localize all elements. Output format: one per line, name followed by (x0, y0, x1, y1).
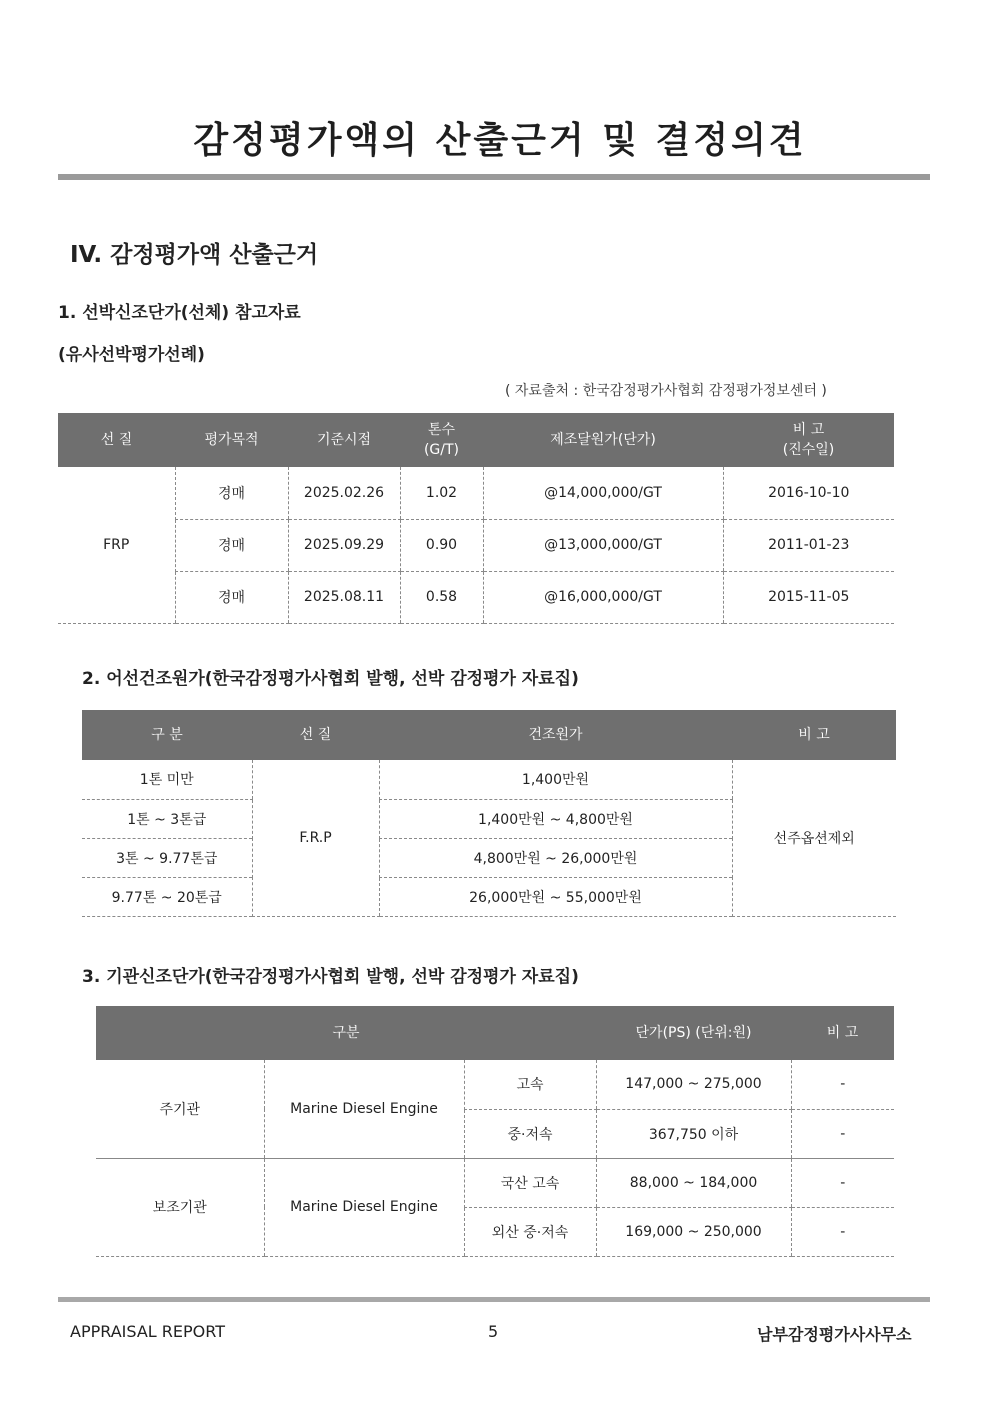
speed-cell: 중·저속 (464, 1109, 596, 1158)
col-header-note: 비 고 (732, 710, 896, 760)
launch-date-cell: 2016-10-10 (723, 467, 894, 519)
material-cell: F.R.P (252, 760, 379, 916)
col-header-cost: 제조달원가(단가) (483, 413, 723, 467)
build-cost-cell: 4,800만원 ~ 26,000만원 (379, 838, 732, 877)
footer-divider (58, 1297, 930, 1302)
note-cell: 선주옵션제외 (732, 760, 896, 916)
col-header-purpose: 평가목적 (175, 413, 288, 467)
note-cell: - (791, 1060, 894, 1109)
table-header-row (96, 1006, 894, 1060)
table-row (58, 571, 894, 623)
price-cell: 88,000 ~ 184,000 (596, 1158, 791, 1207)
cost-cell: @14,000,000/GT (483, 467, 723, 519)
material-cell: FRP (58, 467, 175, 623)
engine-price-table (96, 1006, 894, 1257)
launch-date-cell: 2015-11-05 (723, 571, 894, 623)
category-cell: 1톤 ~ 3톤급 (82, 799, 252, 838)
engine-type-cell: Marine Diesel Engine (264, 1158, 464, 1256)
col-header-unit-price (596, 1006, 894, 1060)
table-row (82, 760, 896, 799)
fishing-vessel-cost-table (82, 710, 896, 917)
table-row (58, 467, 894, 519)
col-header-material: 선 질 (252, 710, 379, 760)
date-cell: 2025.09.29 (288, 519, 400, 571)
col-header-tonnage-unit: (G/T) (423, 442, 460, 458)
page-number: 5 (488, 1322, 499, 1341)
footer-office-name: 남부감정평가사사무소 (757, 1325, 912, 1344)
note-cell: - (791, 1207, 894, 1256)
footer-report-label: APPRAISAL REPORT (70, 1322, 225, 1341)
table-row (96, 1158, 894, 1207)
build-cost-cell: 1,400만원 ~ 4,800만원 (379, 799, 732, 838)
table-row (58, 519, 894, 571)
col-header-note (723, 413, 894, 467)
cost-cell: @16,000,000/GT (483, 571, 723, 623)
purpose-cell: 경매 (175, 467, 288, 519)
note-cell: - (791, 1158, 894, 1207)
date-cell: 2025.02.26 (288, 467, 400, 519)
col-header-category: 구 분 (82, 710, 252, 760)
col-header-note: 비 고 (826, 1025, 859, 1041)
engine-type-cell: Marine Diesel Engine (264, 1060, 464, 1158)
subsection3-heading: 3. 기관신조단가(한국감정평가사협회 발행, 선박 감정평가 자료집) (82, 967, 579, 987)
subsection1-subheading: (유사선박평가선례) (58, 345, 205, 365)
col-header-note-label: 비 고 (792, 422, 825, 438)
launch-date-cell: 2011-01-23 (723, 519, 894, 571)
speed-cell: 외산 중·저속 (464, 1207, 596, 1256)
subsection2-heading: 2. 어선건조원가(한국감정평가사협회 발행, 선박 감정평가 자료집) (82, 669, 579, 689)
price-cell: 367,750 이하 (596, 1109, 791, 1158)
page-title: 감정평가액의 산출근거 및 결정의견 (193, 120, 807, 161)
table-header-row (82, 710, 896, 760)
title-divider (58, 174, 930, 180)
purpose-cell: 경매 (175, 571, 288, 623)
category-cell: 3톤 ~ 9.77톤급 (82, 838, 252, 877)
build-cost-cell: 26,000만원 ~ 55,000만원 (379, 877, 732, 916)
speed-cell: 국산 고속 (464, 1158, 596, 1207)
table-row (96, 1060, 894, 1109)
col-header-build-cost: 건조원가 (379, 710, 732, 760)
data-source: ( 자료출처 : 한국감정평가사협회 감정평가정보센터 ) (505, 383, 827, 399)
col-header-tonnage-label: 톤수 (427, 422, 456, 438)
tonnage-cell: 0.90 (400, 519, 483, 571)
date-cell: 2025.08.11 (288, 571, 400, 623)
cost-cell: @13,000,000/GT (483, 519, 723, 571)
col-header-material: 선 질 (58, 413, 175, 467)
engine-group-name: 주기관 (96, 1060, 264, 1158)
purpose-cell: 경매 (175, 519, 288, 571)
col-header-tonnage (400, 413, 483, 467)
section-heading: IV. 감정평가액 산출근거 (70, 242, 319, 268)
col-header-note-sub: (진수일) (782, 442, 835, 458)
col-header-date: 기준시점 (288, 413, 400, 467)
note-cell: - (791, 1109, 894, 1158)
build-cost-cell: 1,400만원 (379, 760, 732, 799)
col-header-category: 구분 (96, 1006, 596, 1060)
table-header-row (58, 413, 894, 467)
engine-group-name: 보조기관 (96, 1158, 264, 1256)
tonnage-cell: 1.02 (400, 467, 483, 519)
category-cell: 9.77톤 ~ 20톤급 (82, 877, 252, 916)
vessel-price-table (58, 413, 894, 624)
subsection1-heading: 1. 선박신조단가(선체) 참고자료 (58, 303, 301, 323)
tonnage-cell: 0.58 (400, 571, 483, 623)
col-header-unit-price-label: 단가(PS) (단위:원) (635, 1025, 752, 1041)
category-cell: 1톤 미만 (82, 760, 252, 799)
price-cell: 169,000 ~ 250,000 (596, 1207, 791, 1256)
speed-cell: 고속 (464, 1060, 596, 1109)
price-cell: 147,000 ~ 275,000 (596, 1060, 791, 1109)
